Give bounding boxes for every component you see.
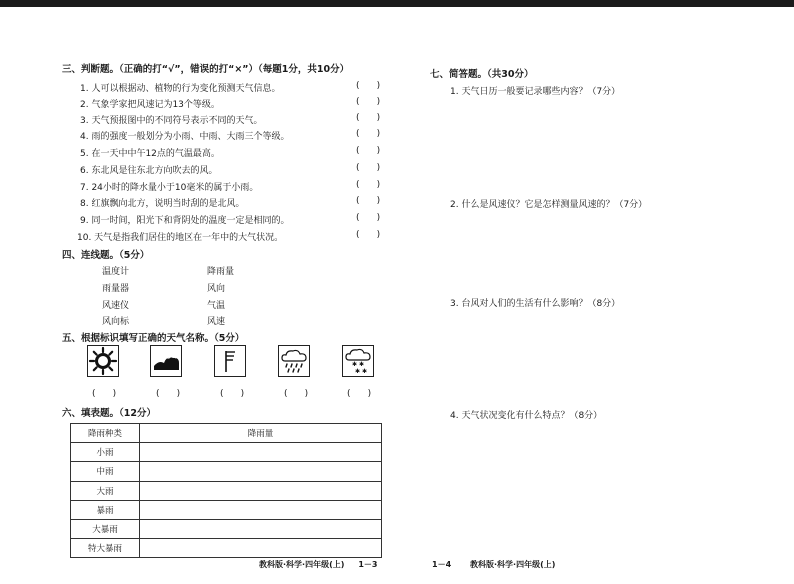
answer-paren-1[interactable]: ( )	[356, 81, 381, 91]
judge-item-9: 9. 同一时间，阳光下和背阴处的温度一定是相同的。	[80, 216, 290, 226]
judge-item-3: 3. 天气预报图中的不同符号表示不同的天气。	[80, 116, 263, 126]
table-row-label: 小雨	[71, 443, 140, 462]
judge-section-title: 三、判断题。（正确的打“√”，错误的打“×”）（每题1分，共10分）	[62, 64, 350, 75]
left-page-footer: 教科版·科学·四年级(上) 1－3	[259, 560, 378, 569]
weather-answer-2[interactable]: ( )	[156, 389, 181, 399]
table-row-label: 中雨	[71, 462, 140, 481]
cloud-over-mountain-icon	[150, 345, 182, 377]
short-question-3: 3. 台风对人们的生活有什么影响？（8分）	[450, 299, 621, 309]
judge-item-1: 1. 人可以根据动、植物的行为变化预测天气信息。	[80, 84, 281, 94]
svg-text:✱: ✱	[355, 368, 361, 375]
answer-paren-3[interactable]: ( )	[356, 113, 381, 123]
answer-paren-9[interactable]: ( )	[356, 213, 381, 223]
match-section-title: 四、连线题。（5分）	[62, 250, 150, 261]
judge-item-2: 2. 气象学家把风速记为13个等级。	[80, 100, 220, 110]
svg-text:✱: ✱	[362, 368, 368, 375]
answer-paren-10[interactable]: ( )	[356, 230, 381, 240]
judge-item-6: 6. 东北风是往东北方向吹去的风。	[80, 166, 218, 176]
svg-text:✱: ✱	[352, 361, 358, 368]
table-row	[71, 481, 382, 500]
answer-paren-7[interactable]: ( )	[356, 180, 381, 190]
match-left-4[interactable]: 风向标	[102, 317, 130, 327]
match-right-2[interactable]: 风向	[207, 284, 226, 294]
table-row	[71, 519, 382, 538]
svg-text:✱: ✱	[359, 361, 365, 368]
table-section-title: 六、填表题。（12分）	[62, 408, 156, 419]
table-row-answer[interactable]	[140, 443, 382, 462]
answer-paren-6[interactable]: ( )	[356, 163, 381, 173]
answer-paren-4[interactable]: ( )	[356, 129, 381, 139]
table-row	[71, 443, 382, 462]
judge-item-8: 8. 红旗飘向北方，说明当时刮的是北风。	[80, 199, 245, 209]
table-row-answer[interactable]	[140, 462, 382, 481]
match-right-3[interactable]: 气温	[207, 301, 226, 311]
rainfall-table	[70, 423, 382, 558]
table-row-answer[interactable]	[140, 539, 382, 558]
weather-answer-5[interactable]: ( )	[347, 389, 372, 399]
snow-cloud-icon	[342, 345, 374, 377]
short-question-2: 2. 什么是风速仪？它是怎样测量风速的？（7分）	[450, 200, 648, 210]
sun-icon	[87, 345, 119, 377]
weather-section-title: 五、根据标识填写正确的天气名称。（5分）	[62, 333, 245, 344]
table-row-label: 暴雨	[71, 500, 140, 519]
table-header-amount: 降雨量	[140, 424, 382, 443]
table-header-type: 降雨种类	[71, 424, 140, 443]
judge-item-4: 4. 雨的强度一般划分为小雨、中雨、大雨三个等级。	[80, 132, 290, 142]
answer-paren-2[interactable]: ( )	[356, 97, 381, 107]
flag-icon	[214, 345, 246, 377]
answer-paren-8[interactable]: ( )	[356, 196, 381, 206]
right-page-footer: 教科版·科学·四年级(上)	[470, 560, 556, 569]
short-answer-section-title: 七、简答题。（共30分）	[430, 69, 534, 80]
judge-item-5: 5. 在一天中中午12点的气温最高。	[80, 149, 220, 159]
match-left-1[interactable]: 温度计	[102, 267, 130, 277]
table-row-label: 大雨	[71, 481, 140, 500]
scan-top-edge	[0, 0, 794, 7]
table-row	[71, 462, 382, 481]
match-left-3[interactable]: 风速仪	[102, 301, 130, 311]
match-right-4[interactable]: 风速	[207, 317, 226, 327]
rain-cloud-icon	[278, 345, 310, 377]
answer-paren-5[interactable]: ( )	[356, 146, 381, 156]
short-question-1: 1. 天气日历一般要记录哪些内容？（7分）	[450, 87, 621, 97]
table-row-answer[interactable]	[140, 519, 382, 538]
weather-answer-1[interactable]: ( )	[92, 389, 117, 399]
table-row	[71, 500, 382, 519]
table-row-label: 特大暴雨	[71, 539, 140, 558]
judge-item-7: 7. 24小时的降水量小于10毫米的属于小雨。	[80, 183, 259, 193]
table-row-label: 大暴雨	[71, 519, 140, 538]
short-question-4: 4. 天气状况变化有什么特点？（8分）	[450, 411, 603, 421]
weather-answer-4[interactable]: ( )	[284, 389, 309, 399]
judge-item-10: 10. 天气是指我们居住的地区在一年中的大气状况。	[77, 233, 284, 243]
match-right-1[interactable]: 降雨量	[207, 267, 235, 277]
table-header-row	[71, 424, 382, 443]
table-row-answer[interactable]	[140, 481, 382, 500]
right-page-number: 1－4	[432, 560, 452, 569]
weather-answer-3[interactable]: ( )	[220, 389, 245, 399]
table-row	[71, 539, 382, 558]
match-left-2[interactable]: 雨量器	[102, 284, 130, 294]
table-row-answer[interactable]	[140, 500, 382, 519]
